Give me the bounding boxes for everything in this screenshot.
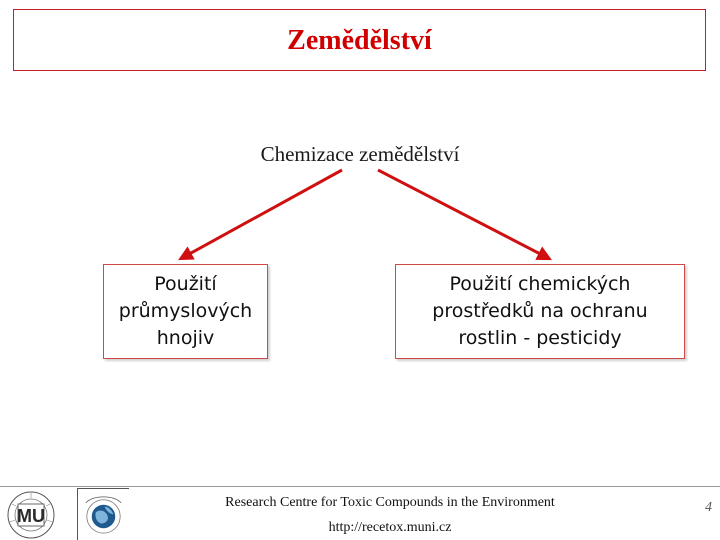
- node-fertilizers-line-3: hnojiv: [156, 327, 215, 349]
- node-fertilizers-line-1: Použití: [154, 273, 217, 295]
- page-number: 4: [705, 500, 712, 515]
- node-pesticides-line-3: rostlin - pesticidy: [458, 327, 622, 349]
- node-pesticides: [395, 264, 685, 359]
- node-pesticides-line-1: Použití chemických: [449, 273, 631, 295]
- node-fertilizers-line-2: průmyslových: [118, 300, 253, 322]
- muni-logo-icon: [0, 488, 62, 540]
- diagram-root-label: Chemizace zemědělství: [260, 142, 460, 166]
- slide-title: Zemědělství: [287, 25, 432, 56]
- arrow-right: [378, 170, 548, 258]
- arrow-left: [182, 170, 342, 258]
- node-fertilizers: [103, 264, 268, 359]
- footer-organization: Research Centre for Toxic Compounds in the Environment: [225, 495, 555, 510]
- muni-logo-letters: MU: [17, 506, 45, 526]
- footer-url[interactable]: http://recetox.muni.cz: [328, 520, 452, 535]
- node-pesticides-line-2: prostředků na ochranu: [432, 300, 648, 322]
- footer-divider: [0, 486, 720, 487]
- recetox-logo-icon: [77, 488, 129, 540]
